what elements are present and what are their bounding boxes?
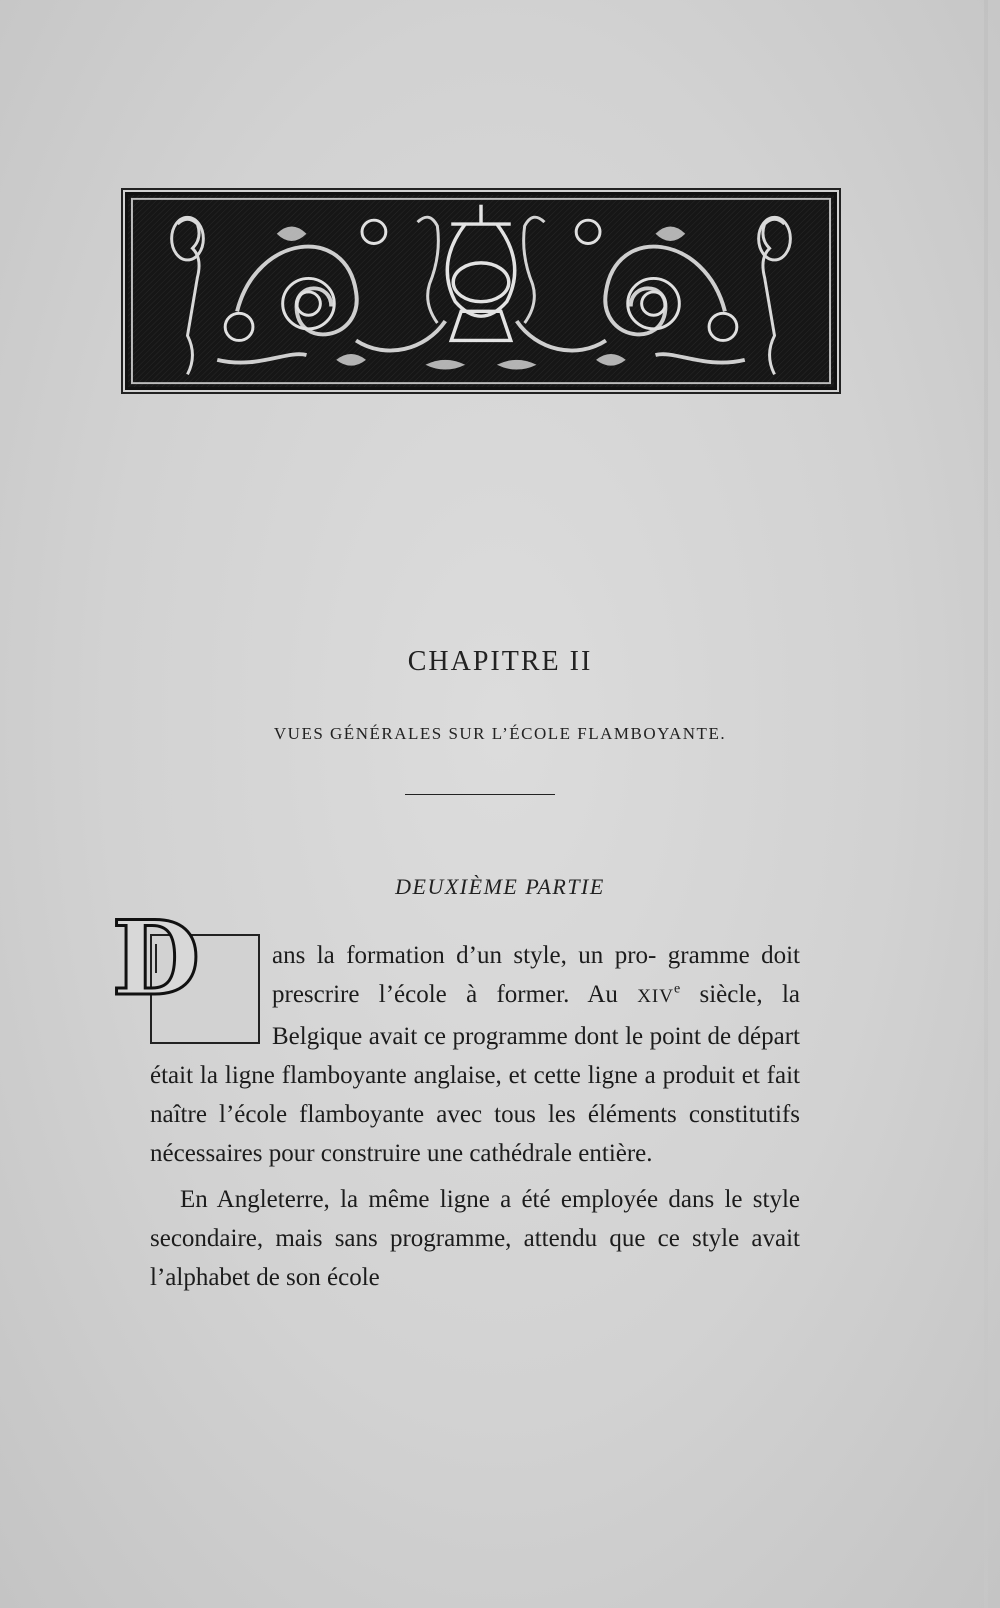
chapter-title: CHAPITRE II [407,646,593,677]
text-line: gramme doit prescrire l’école à former. [272,942,800,1009]
text-run: programme dont le point de départ était la ligne flamboyante anglaise, et cette ligne a produit et fait naître l’école flamboyante avec tous les éléments constitutifs nécessaires pour construire une cathédrale entière. [150,1022,800,1168]
show-through-text [150,400,830,437]
ordinal-superscript: e [673,981,681,997]
chapter-subtitle: VUES GÉNÉRALES SUR L’ÉCOLE FLAMBOYANTE. [273,724,727,743]
headpiece-ornament [125,192,837,390]
text-line: Au [587,981,638,1009]
page-edge [984,0,988,1608]
body-text [111,898,801,1298]
text-line: ans la formation d’un style, un pro- [272,942,657,969]
text-line: siècle, la Belgique avait ce [272,981,801,1050]
drop-cap-frame: D [111,898,201,1019]
divider-rule [405,794,555,795]
part-title: DEUXIÈME PARTIE [395,874,605,899]
drop-cap-initial [111,898,260,1044]
paragraph: En Angleterre, la même ligne a été employée dans le style secondaire, mais sans programme, attendu que ce style avait l’alphabet de son école [150,1185,800,1292]
century-numeral: XIV [637,986,674,1008]
ornament-engraving [128,195,834,387]
paragraph [111,898,801,1174]
